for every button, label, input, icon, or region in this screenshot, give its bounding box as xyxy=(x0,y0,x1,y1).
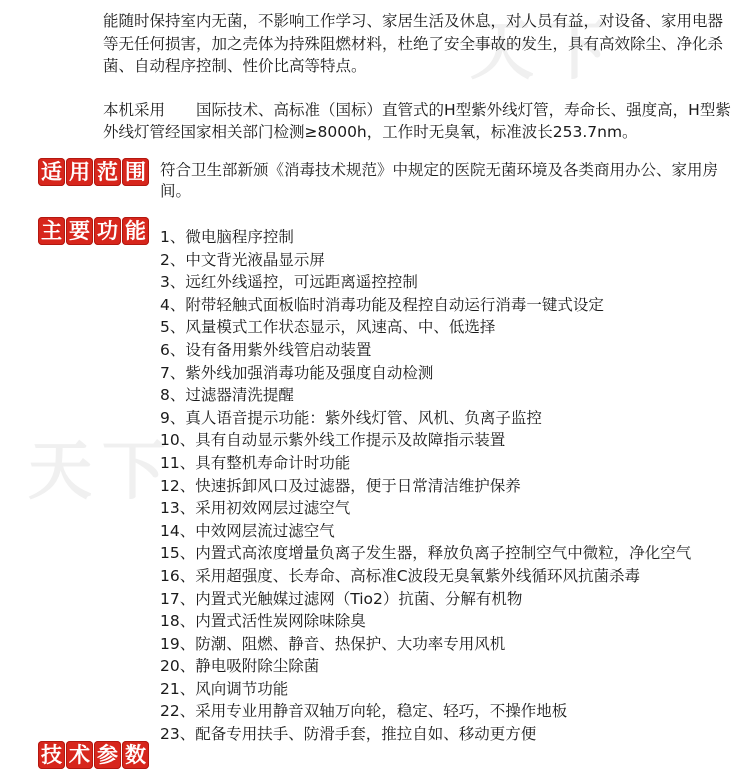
list-item: 4、附带轻触式面板临时消毒功能及程控自动运行消毒一键式设定 xyxy=(160,295,604,314)
badge-char: 数 xyxy=(122,741,149,769)
list-item: 6、设有备用紫外线管启动装置 xyxy=(160,340,372,359)
badge-char: 用 xyxy=(66,158,93,186)
intro-section xyxy=(103,10,733,144)
specs-heading xyxy=(38,740,149,770)
functions-heading xyxy=(38,216,149,246)
list-item: 12、快速拆卸风口及过滤器，便于日常清洁维护保养 xyxy=(160,476,521,495)
badge-char: 主 xyxy=(38,217,65,245)
list-item: 20、静电吸附除尘除菌 xyxy=(160,657,320,676)
badge-char: 能 xyxy=(122,217,149,245)
list-item: 1、微电脑程序控制 xyxy=(160,228,294,246)
list-item: 8、过滤器清洗提醒 xyxy=(160,386,294,405)
intro-paragraph-2: 本机采用 国际技术、高标准（国标）直管式的H型紫外线灯管，寿命长、强度高，H型紫外线灯管经国家相关部门检测≥8000h，工作时无臭氧，标准波长253.7nm。 xyxy=(103,100,731,141)
badge-char: 要 xyxy=(66,217,93,245)
list-item: 11、具有整机寿命计时功能 xyxy=(160,453,351,472)
badge-char: 功 xyxy=(94,217,121,245)
list-item: 5、风量模式工作状态显示，风速高、中、低选择 xyxy=(160,318,496,337)
list-item: 21、风向调节功能 xyxy=(160,679,289,698)
badge-char: 技 xyxy=(38,741,65,769)
scope-heading xyxy=(38,157,149,187)
functions-badge xyxy=(38,217,149,245)
list-item: 22、采用专业用静音双轴万向轮，稳定、轻巧，不操作地板 xyxy=(160,702,568,721)
list-item: 14、中效网层流过滤空气 xyxy=(160,521,335,540)
watermark: 天下 xyxy=(28,435,176,509)
list-item: 17、内置式光触媒过滤网（Tio2）抗菌、分解有机物 xyxy=(160,589,523,608)
list-item: 2、中文背光液晶显示屏 xyxy=(160,250,325,269)
scope-badge xyxy=(38,158,149,186)
badge-char: 适 xyxy=(38,158,65,186)
badge-char: 围 xyxy=(122,158,149,186)
list-item: 16、采用超强度、长寿命、高标准C波段无臭氧紫外线循环风抗菌杀毒 xyxy=(160,566,641,585)
list-item: 18、内置式活性炭网除味除臭 xyxy=(160,612,366,631)
badge-char: 范 xyxy=(94,158,121,186)
list-item: 9、真人语音提示功能：紫外线灯管、风机、负离子监控 xyxy=(160,408,542,427)
list-item: 13、采用初效网层过滤空气 xyxy=(160,499,351,518)
watermark: 天下 xyxy=(470,15,618,89)
list-item: 15、内置式高浓度增量负离子发生器，释放负离子控制空气中微粒，净化空气 xyxy=(160,544,692,563)
list-item: 19、防潮、阻燃、静音、热保护、大功率专用风机 xyxy=(160,634,506,653)
functions-list xyxy=(160,226,720,746)
intro-paragraph-1: 能随时保持室内无菌，不影响工作学习、家居生活及休息，对人员有益，对设备、家用电器等无任何损害，加之壳体为持殊阻燃材料，杜绝了安全事故的发生，具有高效除尘、净化杀菌、自动程序控制、性价比高等特点。 xyxy=(103,12,724,75)
specs-badge xyxy=(38,741,149,769)
scope-text: 符合卫生部新颁《消毒技术规范》中规定的医院无菌环境及各类商用办公、家用房间。 xyxy=(160,161,719,200)
list-item: 10、具有自动显示紫外线工作提示及故障指示装置 xyxy=(160,431,506,450)
list-item: 23、配备专用扶手、防滑手套，推拉自如、移动更方便 xyxy=(160,725,537,744)
badge-char: 术 xyxy=(66,741,93,769)
badge-char: 参 xyxy=(94,741,121,769)
list-item: 7、紫外线加强消毒功能及强度自动检测 xyxy=(160,363,434,382)
list-item: 3、远红外线遥控，可远距离遥控控制 xyxy=(160,273,418,292)
